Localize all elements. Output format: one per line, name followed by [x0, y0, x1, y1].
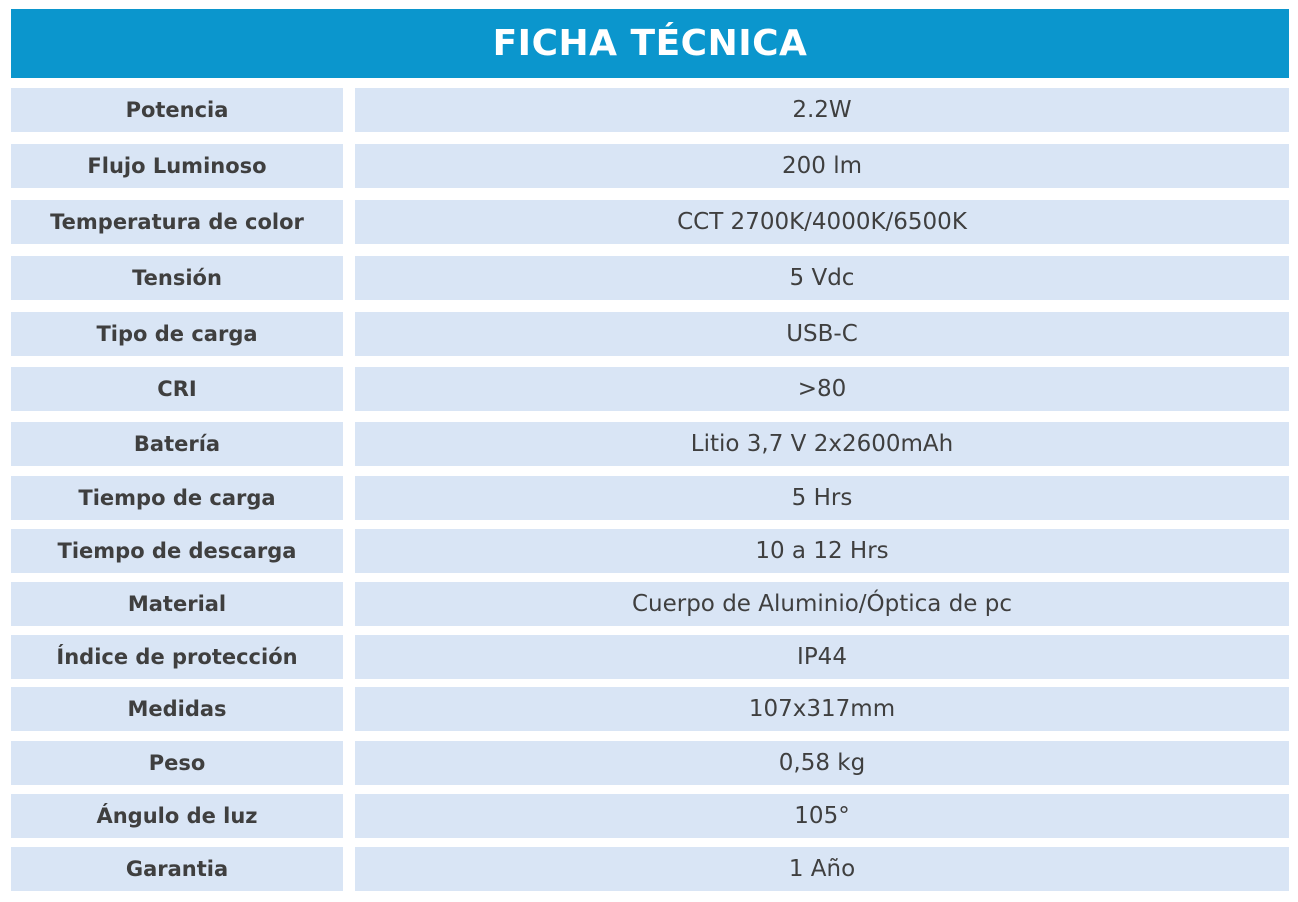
spec-value: IP44 — [355, 635, 1289, 679]
spec-label: Material — [11, 582, 343, 626]
spec-label: Flujo Luminoso — [11, 144, 343, 188]
spec-row — [0, 582, 1298, 626]
spec-label: Tiempo de carga — [11, 476, 343, 520]
spec-row — [0, 529, 1298, 573]
spec-row — [0, 741, 1298, 785]
spec-value: 200 lm — [355, 144, 1289, 188]
spec-row — [0, 847, 1298, 891]
spec-row — [0, 794, 1298, 838]
spec-label: Ángulo de luz — [11, 794, 343, 838]
spec-row — [0, 256, 1298, 300]
spec-label: Índice de protección — [11, 635, 343, 679]
spec-value: USB-C — [355, 312, 1289, 356]
spec-value: 0,58 kg — [355, 741, 1289, 785]
spec-label: CRI — [11, 367, 343, 411]
spec-label: Tipo de carga — [11, 312, 343, 356]
spec-value: 2.2W — [355, 88, 1289, 132]
spec-value: 1 Año — [355, 847, 1289, 891]
spec-row — [0, 422, 1298, 466]
spec-row — [0, 635, 1298, 679]
spec-row — [0, 200, 1298, 244]
spec-label: Temperatura de color — [11, 200, 343, 244]
spec-label: Medidas — [11, 687, 343, 731]
spec-row — [0, 88, 1298, 132]
spec-label: Peso — [11, 741, 343, 785]
spec-value: >80 — [355, 367, 1289, 411]
spec-row — [0, 367, 1298, 411]
spec-value: 10 a 12 Hrs — [355, 529, 1289, 573]
spec-row — [0, 476, 1298, 520]
spec-value: CCT 2700K/4000K/6500K — [355, 200, 1289, 244]
spec-row — [0, 312, 1298, 356]
spec-row — [0, 144, 1298, 188]
spec-value: 5 Hrs — [355, 476, 1289, 520]
spec-label: Tensión — [11, 256, 343, 300]
spec-label: Garantia — [11, 847, 343, 891]
spec-label: Tiempo de descarga — [11, 529, 343, 573]
spec-value: 107x317mm — [355, 687, 1289, 731]
spec-value: Litio 3,7 V 2x2600mAh — [355, 422, 1289, 466]
spec-value: Cuerpo de Aluminio/Óptica de pc — [355, 582, 1289, 626]
spec-row — [0, 687, 1298, 731]
spec-value: 105° — [355, 794, 1289, 838]
spec-sheet-title: FICHA TÉCNICA — [492, 23, 808, 64]
spec-value: 5 Vdc — [355, 256, 1289, 300]
spec-label: Batería — [11, 422, 343, 466]
spec-label: Potencia — [11, 88, 343, 132]
